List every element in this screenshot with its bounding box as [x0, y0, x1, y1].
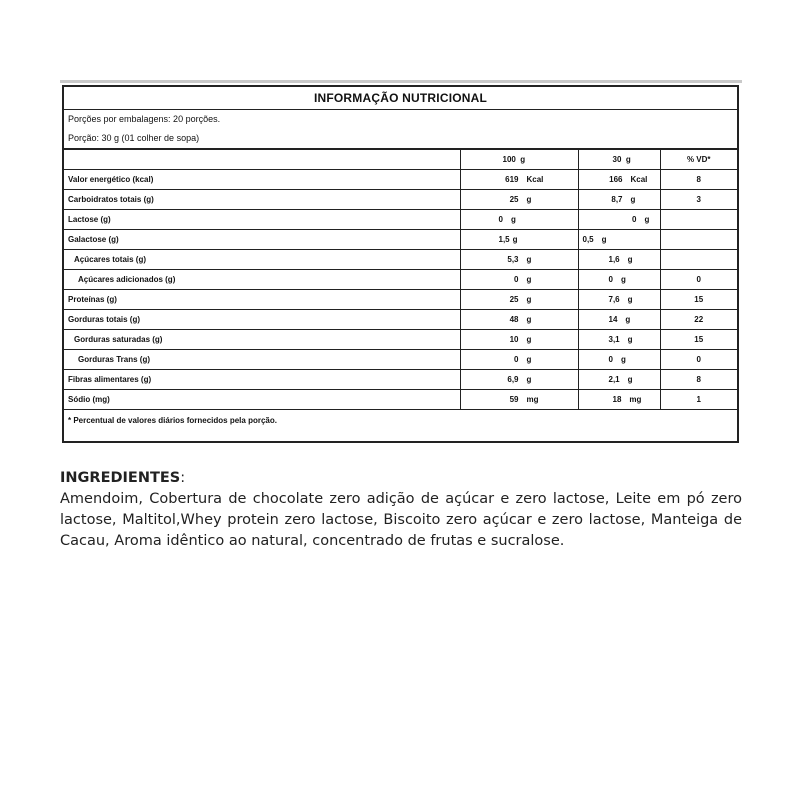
table-row [64, 170, 737, 190]
table-row [64, 330, 737, 350]
table-row [64, 210, 737, 230]
table-row [64, 310, 737, 330]
row-value-30g: 8,7 g [578, 190, 660, 210]
row-vd [660, 250, 737, 270]
row-value-30g: 3,1 g [578, 330, 660, 350]
row-name: Gorduras Trans (g) [64, 350, 460, 370]
row-value-100g: 619 Kcal [460, 170, 578, 190]
row-value-30g: 2,1 g [578, 370, 660, 390]
servings-per-package: Porções por embalagens: 20 porções. [68, 114, 221, 124]
row-value-100g: 10 g [460, 330, 578, 350]
ingredients-text: Amendoim, Cobertura de chocolate zero adição de açúcar e zero lactose, Leite em pó zero lactose, Maltitol,Whey protein zero lactose, Biscoito zero açúcar e zero lactose, Manteiga de Cacau, Aroma idêntico ao natural, concentrado de frutas e sucralose. [60, 491, 742, 549]
row-value-100g: 0 g [460, 210, 578, 230]
table-row [64, 270, 737, 290]
row-value-100g: 48 g [460, 310, 578, 330]
row-name: Sódio (mg) [64, 390, 460, 410]
row-value-100g: 59 mg [460, 390, 578, 410]
ingredients-title: INGREDIENTES [60, 470, 181, 486]
row-vd: 0 [660, 350, 737, 370]
row-value-30g: 14 g [578, 310, 660, 330]
table-row [64, 230, 737, 250]
label-title-row [64, 87, 737, 110]
row-vd [660, 210, 737, 230]
row-name: Açúcares adicionados (g) [64, 270, 460, 290]
row-value-100g: 5,3 g [460, 250, 578, 270]
row-value-100g: 0 g [460, 270, 578, 290]
row-name: Valor energético (kcal) [64, 170, 460, 190]
row-vd: 15 [660, 330, 737, 350]
row-vd: 1 [660, 390, 737, 410]
row-name: Fibras alimentares (g) [64, 370, 460, 390]
ingredients-heading [60, 468, 742, 489]
serving-size: Porção: 30 g (01 colher de sopa) [64, 128, 737, 149]
label-title: INFORMAÇÃO NUTRICIONAL [313, 91, 488, 105]
row-value-100g: 25 g [460, 290, 578, 310]
table-header-row [64, 150, 737, 170]
row-vd: 8 [660, 170, 737, 190]
row-vd: 15 [660, 290, 737, 310]
row-vd [660, 230, 737, 250]
table-row [64, 250, 737, 270]
header-100g: 100 g [460, 150, 578, 170]
row-vd: 0 [660, 270, 737, 290]
header-vd: % VD* [660, 150, 737, 170]
row-value-100g: 25 g [460, 190, 578, 210]
row-name: Gorduras totais (g) [64, 310, 460, 330]
row-value-30g: 0 g [578, 350, 660, 370]
row-name: Carboidratos totais (g) [64, 190, 460, 210]
nutrition-facts-label [62, 85, 739, 443]
ingredients-colon: : [180, 470, 186, 486]
table-row [64, 390, 737, 410]
row-name: Lactose (g) [64, 210, 460, 230]
row-name: Proteínas (g) [64, 290, 460, 310]
row-value-30g: 18 mg [578, 390, 660, 410]
row-value-100g: 0 g [460, 350, 578, 370]
row-value-30g: 7,6 g [578, 290, 660, 310]
row-value-30g: 0 g [578, 270, 660, 290]
header-blank [64, 150, 460, 170]
row-vd: 3 [660, 190, 737, 210]
row-value-100g: 1,5 g [460, 230, 578, 250]
row-value-30g: 1,6 g [578, 250, 660, 270]
row-value-100g: 6,9 g [460, 370, 578, 390]
row-name: Gorduras saturadas (g) [64, 330, 460, 350]
top-divider [60, 80, 742, 83]
ingredients-section [60, 468, 742, 552]
row-value-30g: 166 Kcal [578, 170, 660, 190]
row-vd: 22 [660, 310, 737, 330]
table-row [64, 370, 737, 390]
vd-footnote: * Percentual de valores diários fornecidos pela porção. [68, 416, 277, 425]
header-30g: 30 g [578, 150, 660, 170]
row-name: Açúcares totais (g) [64, 250, 460, 270]
table-row [64, 190, 737, 210]
row-vd: 8 [660, 370, 737, 390]
row-value-30g: 0 g [578, 210, 660, 230]
table-row [64, 290, 737, 310]
row-value-30g: 0,5 g [578, 230, 660, 250]
row-name: Galactose (g) [64, 230, 460, 250]
table-row [64, 350, 737, 370]
nutrition-table [64, 149, 737, 410]
